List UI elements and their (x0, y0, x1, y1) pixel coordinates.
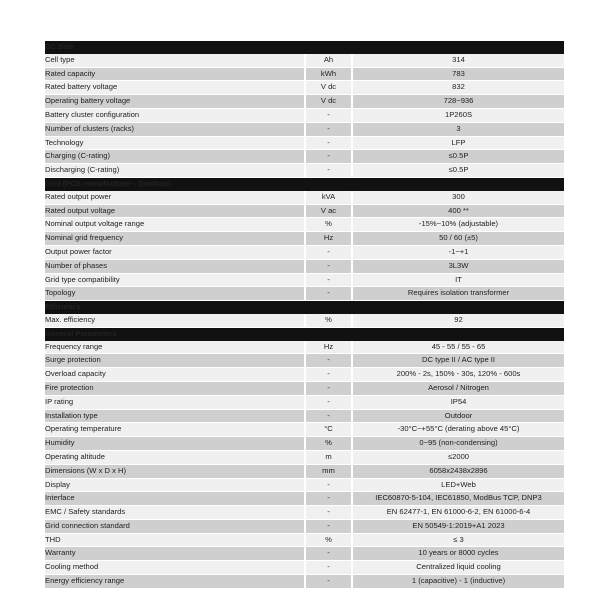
unit-cell: % (305, 533, 352, 547)
table-row (45, 395, 564, 409)
spec-table-body (45, 41, 564, 588)
table-row (45, 54, 564, 67)
parameter-cell: Battery cluster configuration (45, 108, 305, 122)
table-row (45, 341, 564, 354)
value-cell: DC type II / AC type II (352, 354, 564, 368)
value-cell: 300 (352, 191, 564, 204)
value-cell: IP54 (352, 395, 564, 409)
unit-cell: - (305, 506, 352, 520)
parameter-cell: Max. efficiency (45, 314, 305, 327)
value-cell: Outdoor (352, 409, 564, 423)
value-cell: 314 (352, 54, 564, 67)
parameter-cell: Installation type (45, 409, 305, 423)
section-title: Grid (PCS manufacturer - Danfoss) (45, 177, 564, 190)
parameter-cell: EMC / Safety standards (45, 506, 305, 520)
parameter-cell: Operating temperature (45, 423, 305, 437)
table-row (45, 381, 564, 395)
value-cell: 0~95 (non-condensing) (352, 437, 564, 451)
table-row (45, 314, 564, 327)
value-cell: 832 (352, 81, 564, 95)
value-cell: 200% - 2s, 150% - 30s, 120% - 600s (352, 368, 564, 382)
table-row (45, 506, 564, 520)
parameter-cell: Grid connection standard (45, 519, 305, 533)
unit-cell: Ah (305, 54, 352, 67)
parameter-cell: Warranty (45, 547, 305, 561)
table-row (45, 409, 564, 423)
section-title: Efficiency (45, 301, 564, 314)
section-header (45, 41, 564, 54)
table-row (45, 519, 564, 533)
value-cell: ≤0.5P (352, 150, 564, 164)
parameter-cell: Charging (C-rating) (45, 150, 305, 164)
value-cell: 3L3W (352, 259, 564, 273)
value-cell: Centralized liquid cooling (352, 561, 564, 575)
table-row (45, 232, 564, 246)
parameter-cell: Frequency range (45, 341, 305, 354)
unit-cell: - (305, 368, 352, 382)
value-cell: 1 (capacitive) - 1 (inductive) (352, 575, 564, 589)
table-row (45, 136, 564, 150)
value-cell: 400 ** (352, 204, 564, 218)
value-cell: 45 - 55 / 55 - 65 (352, 341, 564, 354)
parameter-cell: Surge protection (45, 354, 305, 368)
value-cell: -1~+1 (352, 245, 564, 259)
unit-cell: V ac (305, 204, 352, 218)
parameter-cell: Cell type (45, 54, 305, 67)
table-row (45, 423, 564, 437)
parameter-cell: Rated output power (45, 191, 305, 204)
table-row (45, 204, 564, 218)
table-row (45, 561, 564, 575)
unit-cell: - (305, 409, 352, 423)
parameter-cell: Discharging (C-rating) (45, 164, 305, 178)
unit-cell: V dc (305, 95, 352, 109)
parameter-cell: Rated battery voltage (45, 81, 305, 95)
parameter-cell: Operating battery voltage (45, 95, 305, 109)
parameter-cell: Technology (45, 136, 305, 150)
value-cell: 50 / 60 (±5) (352, 232, 564, 246)
value-cell: LED+Web (352, 478, 564, 492)
table-row (45, 575, 564, 589)
value-cell: IT (352, 273, 564, 287)
unit-cell: - (305, 108, 352, 122)
unit-cell: % (305, 218, 352, 232)
section-title: General Parameters (45, 327, 564, 340)
unit-cell: V dc (305, 81, 352, 95)
parameter-cell: Topology (45, 287, 305, 301)
table-row (45, 218, 564, 232)
parameter-cell: Overload capacity (45, 368, 305, 382)
parameter-cell: Cooling method (45, 561, 305, 575)
unit-cell: - (305, 547, 352, 561)
spec-table (45, 41, 564, 589)
unit-cell: - (305, 395, 352, 409)
unit-cell: °C (305, 423, 352, 437)
table-row (45, 533, 564, 547)
parameter-cell: Number of clusters (racks) (45, 122, 305, 136)
value-cell: 783 (352, 67, 564, 81)
parameter-cell: IP rating (45, 395, 305, 409)
section-header (45, 327, 564, 340)
unit-cell: - (305, 575, 352, 589)
value-cell: ≤ 3 (352, 533, 564, 547)
parameter-cell: THD (45, 533, 305, 547)
parameter-cell: Interface (45, 492, 305, 506)
unit-cell: kVA (305, 191, 352, 204)
table-row (45, 450, 564, 464)
value-cell: 3 (352, 122, 564, 136)
unit-cell: - (305, 381, 352, 395)
table-row (45, 287, 564, 301)
parameter-cell: Operating altitude (45, 450, 305, 464)
table-row (45, 122, 564, 136)
value-cell: ≤0.5P (352, 164, 564, 178)
parameter-cell: Nominal output voltage range (45, 218, 305, 232)
value-cell: EN 50549-1:2019+A1 2023 (352, 519, 564, 533)
table-row (45, 245, 564, 259)
parameter-cell: Energy efficiency range (45, 575, 305, 589)
unit-cell: - (305, 150, 352, 164)
unit-cell: % (305, 314, 352, 327)
table-row (45, 354, 564, 368)
value-cell: 10 years or 8000 cycles (352, 547, 564, 561)
table-row (45, 437, 564, 451)
value-cell: EN 62477-1, EN 61000-6-2, EN 61000-6-4 (352, 506, 564, 520)
table-row (45, 259, 564, 273)
value-cell: Aerosol / Nitrogen (352, 381, 564, 395)
value-cell: Requires isolation transformer (352, 287, 564, 301)
table-row (45, 150, 564, 164)
value-cell: 6058x2438x2896 (352, 464, 564, 478)
unit-cell: - (305, 478, 352, 492)
parameter-cell: Rated capacity (45, 67, 305, 81)
unit-cell: - (305, 245, 352, 259)
table-row (45, 164, 564, 178)
section-header (45, 301, 564, 314)
parameter-cell: Display (45, 478, 305, 492)
table-row (45, 478, 564, 492)
unit-cell: - (305, 492, 352, 506)
value-cell: 728~936 (352, 95, 564, 109)
unit-cell: - (305, 561, 352, 575)
table-row (45, 108, 564, 122)
unit-cell: - (305, 519, 352, 533)
parameter-cell: Output power factor (45, 245, 305, 259)
parameter-cell: Nominal grid frequency (45, 232, 305, 246)
unit-cell: mm (305, 464, 352, 478)
value-cell: -30°C~+55°C (derating above 45°C) (352, 423, 564, 437)
value-cell: -15%~10% (adjustable) (352, 218, 564, 232)
table-row (45, 273, 564, 287)
unit-cell: - (305, 273, 352, 287)
unit-cell: Hz (305, 232, 352, 246)
value-cell: ≤2000 (352, 450, 564, 464)
table-row (45, 67, 564, 81)
value-cell: 1P260S (352, 108, 564, 122)
table-row (45, 464, 564, 478)
section-title: DC Side (45, 41, 564, 54)
table-row (45, 547, 564, 561)
unit-cell: - (305, 354, 352, 368)
unit-cell: % (305, 437, 352, 451)
parameter-cell: Rated output voltage (45, 204, 305, 218)
table-row (45, 95, 564, 109)
unit-cell: - (305, 259, 352, 273)
parameter-cell: Fire protection (45, 381, 305, 395)
parameter-cell: Dimensions (W x D x H) (45, 464, 305, 478)
unit-cell: - (305, 136, 352, 150)
value-cell: 92 (352, 314, 564, 327)
parameter-cell: Humidity (45, 437, 305, 451)
unit-cell: Hz (305, 341, 352, 354)
parameter-cell: Grid type compatibility (45, 273, 305, 287)
value-cell: IEC60870-5-104, IEC61850, ModBus TCP, DNP3 (352, 492, 564, 506)
table-row (45, 81, 564, 95)
unit-cell: - (305, 122, 352, 136)
parameter-cell: Number of phases (45, 259, 305, 273)
value-cell: LFP (352, 136, 564, 150)
unit-cell: - (305, 164, 352, 178)
table-row (45, 368, 564, 382)
table-row (45, 492, 564, 506)
unit-cell: - (305, 287, 352, 301)
unit-cell: m (305, 450, 352, 464)
unit-cell: kWh (305, 67, 352, 81)
table-row (45, 191, 564, 204)
section-header (45, 177, 564, 190)
